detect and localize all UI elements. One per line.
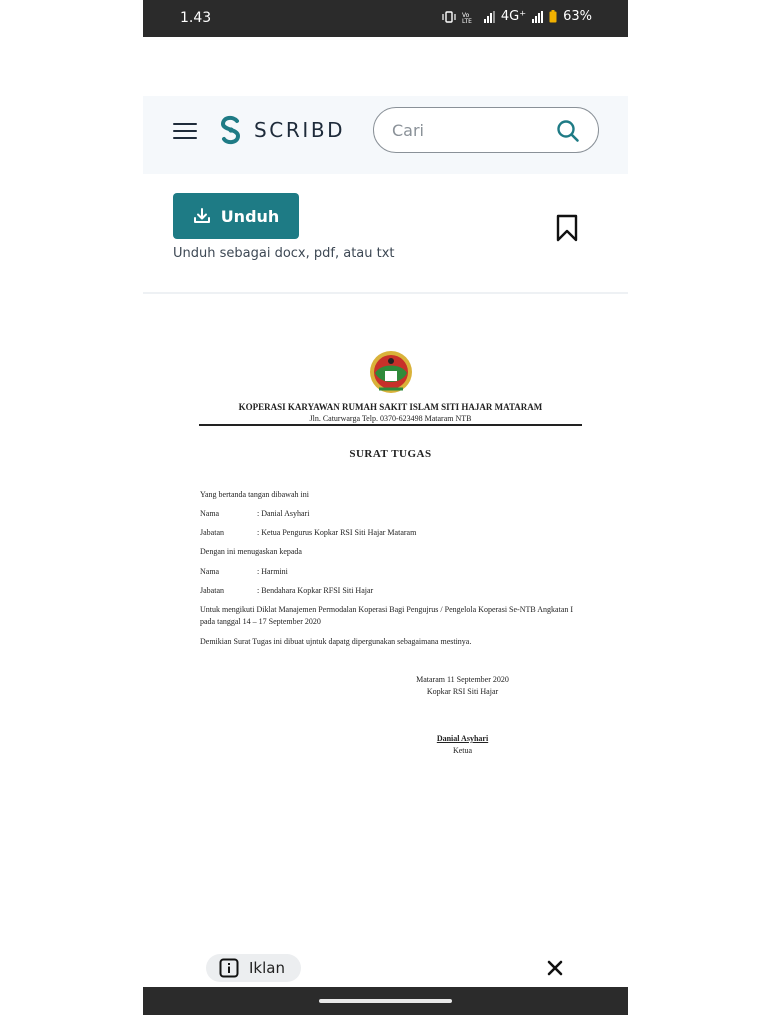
assignee-name-value: : Harmini <box>257 567 288 576</box>
signature-name: Danial Asyhari <box>436 734 489 743</box>
intro-line: Yang bertanda tangan dibawah ini <box>200 490 309 499</box>
status-bar <box>143 0 628 37</box>
svg-text:Vo: Vo <box>461 11 470 19</box>
closing-line: Demikian Surat Tugas ini dibuat ujntuk dapatg dipergunakan sebagaimana mestinya. <box>200 637 472 646</box>
assignee-position-row <box>200 586 373 595</box>
brand-name: SCRIBD <box>254 118 346 142</box>
document-preview <box>143 300 628 940</box>
navigation-bar <box>143 987 628 1015</box>
assignee-name-label: Nama <box>200 567 220 576</box>
search-input[interactable] <box>392 119 542 141</box>
bookmark-icon[interactable] <box>556 214 578 242</box>
assignee-position-label: Jabatan <box>200 586 224 595</box>
signer-position-row <box>200 528 416 537</box>
purpose-paragraph: Untuk mengikuti Diklat Manajemen Permodalan Koperasi Bagi Pengujrus / Pengelola Koperasi Se-NTB Angkatan I pada tanggal 14 – 17 September 2020 <box>200 605 574 626</box>
document-title: SURAT TUGAS <box>349 448 432 460</box>
battery-icon <box>549 10 557 23</box>
download-caption: Unduh sebagai docx, pdf, atau txt <box>173 246 395 261</box>
ad-label: Iklan <box>249 959 285 977</box>
letterhead-rule <box>199 424 582 426</box>
scribd-logo[interactable] <box>218 115 345 145</box>
org-address: Jln. Caturwarga Telp. 0370-623498 Mataram NTB <box>309 414 472 423</box>
status-icons <box>442 9 592 24</box>
download-icon <box>193 207 211 225</box>
signature-title: Ketua <box>452 746 473 755</box>
vibrate-icon <box>442 11 456 23</box>
download-label: Unduh <box>220 206 280 226</box>
koperasi-emblem <box>367 349 415 395</box>
assignee-position-value: : Bendahara Kopkar RFSI Siti Hajar <box>257 586 374 595</box>
svg-text:LTE: LTE <box>461 17 472 23</box>
phone-screen <box>143 0 628 1015</box>
divider <box>143 292 628 294</box>
close-icon[interactable] <box>547 960 563 976</box>
issuer: Kopkar RSI Siti Hajar <box>426 687 499 696</box>
volte-icon <box>462 11 478 23</box>
signal-icon-2 <box>532 11 543 23</box>
battery-level: 63% <box>563 9 592 24</box>
search-icon[interactable] <box>556 119 580 143</box>
signer-name-value: : Danial Asyhari <box>257 509 310 518</box>
status-time: 1.43 <box>180 10 212 26</box>
info-icon <box>219 958 239 978</box>
assign-line: Dengan ini menugaskan kepada <box>200 547 302 556</box>
signal-icon <box>484 11 495 23</box>
signer-name-row <box>200 509 309 518</box>
ad-info-button[interactable] <box>206 954 301 982</box>
signer-position-label: Jabatan <box>200 528 224 537</box>
site-header <box>143 96 628 174</box>
signer-position-value: : Ketua Pengurus Kopkar RSI Siti Hajar Mataram <box>257 528 417 537</box>
home-gesture-handle[interactable] <box>319 999 452 1003</box>
search-bar[interactable] <box>373 107 599 153</box>
network-type: 4G⁺ <box>500 9 527 24</box>
scribd-logo-icon <box>218 115 244 145</box>
menu-icon[interactable] <box>173 123 197 139</box>
download-button[interactable] <box>173 193 299 239</box>
org-name: KOPERASI KARYAWAN RUMAH SAKIT ISLAM SITI HAJAR MATARAM <box>238 402 543 412</box>
signer-name-label: Nama <box>200 509 220 518</box>
assignee-name-row <box>200 567 288 576</box>
place-date: Mataram 11 September 2020 <box>416 675 509 684</box>
